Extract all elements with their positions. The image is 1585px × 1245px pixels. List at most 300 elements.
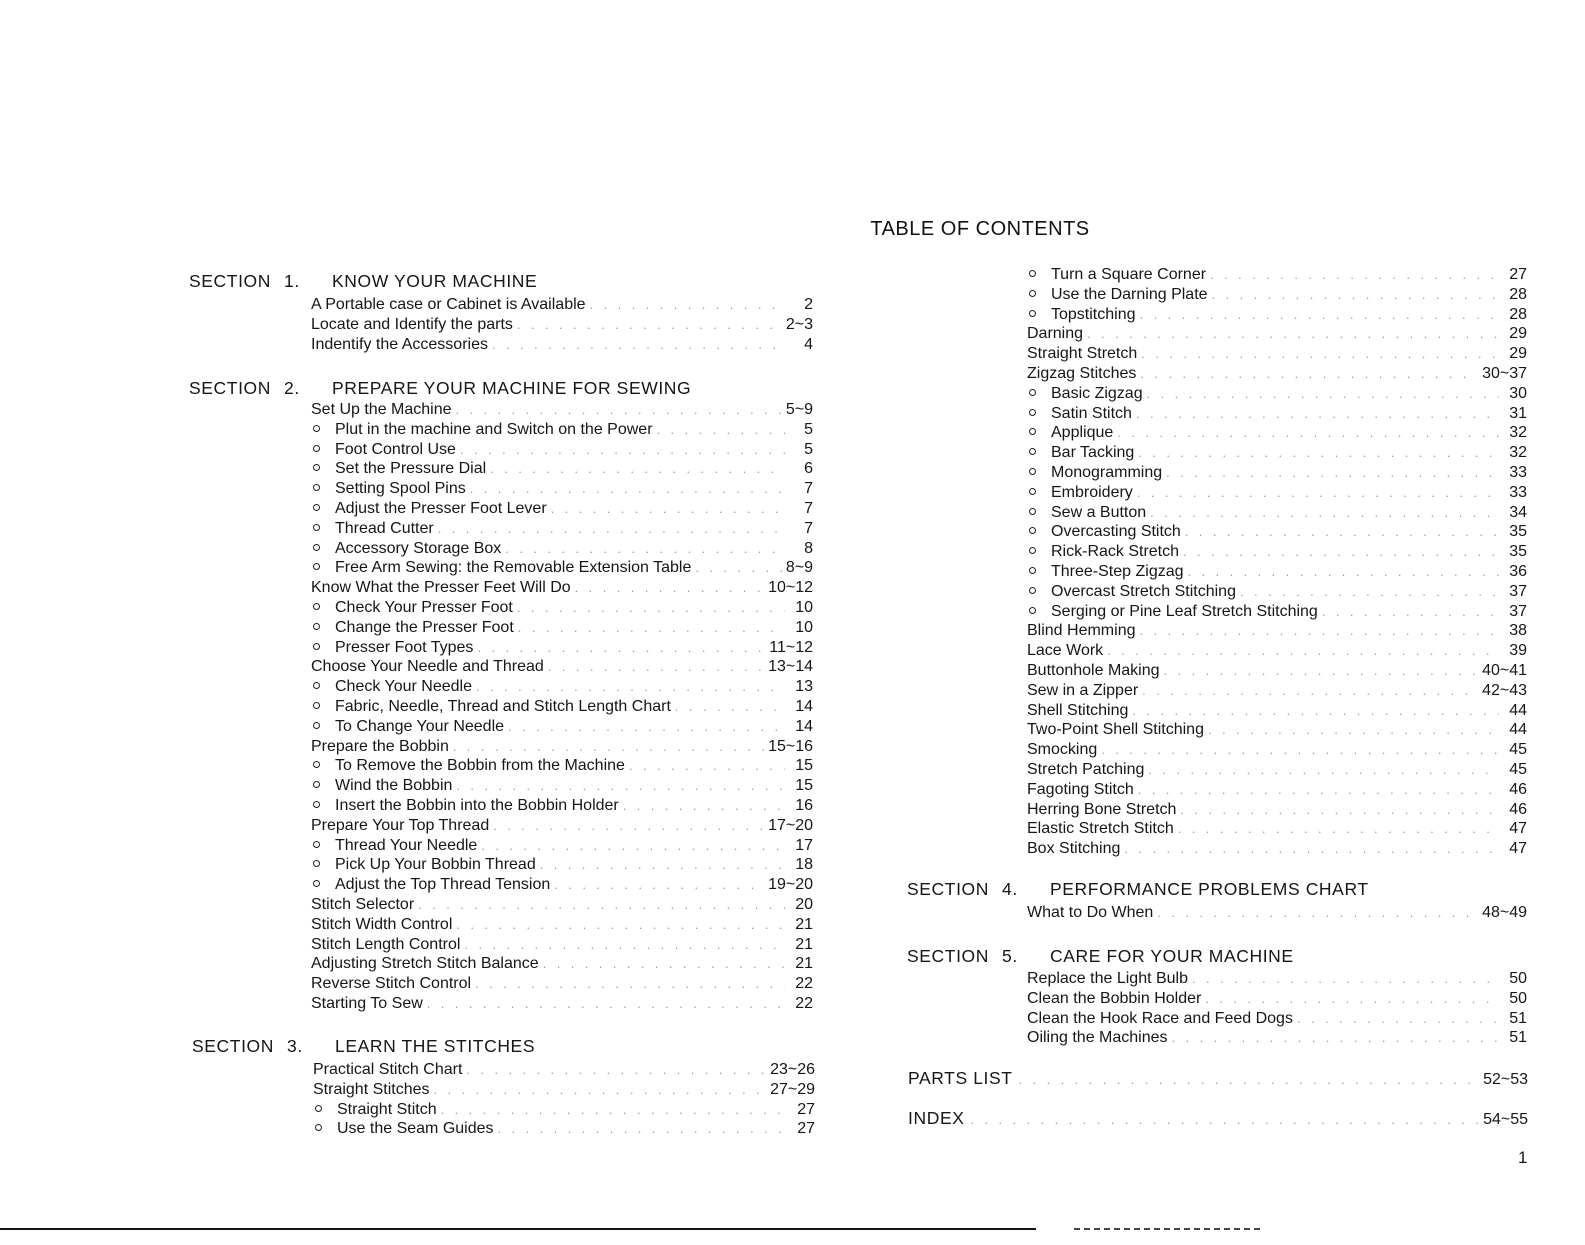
entry-page-number: 23~26 — [770, 1061, 815, 1078]
entry-page-number: 22 — [795, 975, 813, 993]
entry-title: Embroidery — [1051, 483, 1133, 501]
dot-leader — [456, 917, 785, 932]
entry-title: Adjusting Stretch Stitch Balance — [311, 955, 539, 973]
bullet-icon — [313, 781, 320, 788]
entry-page-number: 8 — [804, 539, 813, 557]
section-3-heading — [192, 1036, 535, 1057]
toc-entry — [311, 995, 813, 1015]
toc-entry — [313, 1061, 815, 1081]
entry-page-number: 31 — [1509, 404, 1527, 422]
dot-leader — [1137, 485, 1499, 500]
dot-leader — [1212, 287, 1499, 302]
toc-entry — [311, 639, 813, 659]
entry-page-number: 33 — [1509, 483, 1527, 501]
entry-title: Satin Stitch — [1051, 404, 1132, 422]
toc-entry — [311, 975, 813, 995]
entry-page-number: 50 — [1509, 989, 1527, 1007]
toc-entry — [1027, 682, 1527, 702]
section-label: SECTION — [189, 271, 271, 291]
entry-title: Buttonhole Making — [1027, 661, 1160, 679]
bullet-icon — [1029, 448, 1036, 455]
entry-title: Stretch Patching — [1027, 760, 1145, 778]
entry-title: Serging or Pine Leaf Stretch Stitching — [1051, 602, 1318, 620]
entry-page-number: 27~29 — [770, 1080, 815, 1098]
entry-page-number: 42~43 — [1482, 681, 1527, 699]
dot-leader — [441, 1102, 787, 1117]
toc-entry — [1027, 662, 1527, 682]
dot-leader — [629, 758, 785, 773]
toc-entry — [311, 856, 813, 876]
dot-leader — [1166, 465, 1499, 480]
entry-title: Fagoting Stitch — [1027, 780, 1134, 798]
entry-title: Check Your Presser Foot — [335, 598, 513, 616]
toc-entry — [1027, 820, 1527, 840]
entry-page-number: 51 — [1509, 1029, 1527, 1047]
bullet-icon — [1029, 547, 1036, 554]
dot-leader — [1164, 663, 1479, 678]
entry-page-number: 5 — [804, 420, 813, 438]
toc-entry — [311, 559, 813, 579]
bullet-icon — [1029, 290, 1036, 297]
entry-title: Know What the Presser Feet Will Do — [311, 579, 571, 597]
section-1-entries — [311, 296, 813, 355]
entry-page-number: 4 — [804, 335, 813, 353]
section-title: CARE FOR YOUR MACHINE — [1050, 946, 1294, 966]
entry-page-number: 19~20 — [768, 876, 813, 894]
entry-title: Herring Bone Stretch — [1027, 800, 1177, 818]
dot-leader — [1240, 584, 1499, 599]
section-3-entries — [313, 1061, 815, 1140]
entry-page-number: 37 — [1509, 582, 1527, 600]
dot-leader — [475, 976, 785, 991]
dot-leader — [1297, 1011, 1499, 1026]
entry-page-number: 32 — [1509, 424, 1527, 442]
entry-title: Box Stitching — [1027, 840, 1121, 858]
entry-page-number: 7 — [804, 480, 813, 498]
entry-page-number: 35 — [1509, 543, 1527, 561]
toc-entry — [1027, 464, 1527, 484]
entry-title: Thread Your Needle — [335, 836, 478, 854]
section-title: PREPARE YOUR MACHINE FOR SEWING — [332, 378, 692, 398]
dot-leader — [1138, 445, 1499, 460]
dot-leader — [470, 481, 785, 496]
entry-title: Setting Spool Pins — [335, 480, 466, 498]
entry-page-number: 17 — [795, 836, 813, 854]
entry-page-number: 47 — [1509, 840, 1527, 858]
entry-title: Overcasting Stitch — [1051, 523, 1181, 541]
entry-page-number: 21 — [795, 915, 813, 933]
section-number: 5. — [1002, 946, 1018, 966]
toc-entry — [1027, 970, 1527, 990]
dot-leader — [1019, 1072, 1480, 1087]
entry-page-number: 6 — [804, 460, 813, 478]
entry-page-number: 32 — [1509, 444, 1527, 462]
dot-leader — [695, 560, 782, 575]
dot-leader — [1150, 505, 1499, 520]
section-number: 4. — [1002, 879, 1018, 899]
toc-entry — [1027, 543, 1527, 563]
toc-entry — [311, 876, 813, 896]
parts-list-page: 52~53 — [1483, 1071, 1528, 1088]
entry-page-number: 10 — [795, 618, 813, 636]
toc-entry — [1027, 1029, 1527, 1049]
entry-page-number: 45 — [1509, 760, 1527, 778]
dot-leader — [427, 996, 785, 1011]
dot-leader — [418, 897, 785, 912]
section-title: PERFORMANCE PROBLEMS CHART — [1050, 879, 1369, 899]
dot-leader — [543, 956, 785, 971]
toc-entry — [311, 316, 813, 336]
entry-title: Monogramming — [1051, 463, 1163, 481]
dot-leader — [460, 442, 785, 457]
dot-leader — [434, 1082, 767, 1097]
section-label: SECTION — [907, 879, 989, 899]
bullet-icon — [313, 524, 320, 531]
dot-leader — [970, 1112, 1479, 1127]
dot-leader — [464, 937, 785, 952]
entry-page-number: 7 — [804, 519, 813, 537]
toc-entry — [1027, 325, 1527, 345]
entry-title: Basic Zigzag — [1051, 384, 1143, 402]
entry-title: Blind Hemming — [1027, 622, 1136, 640]
toc-entry — [311, 441, 813, 461]
dot-leader — [675, 699, 785, 714]
entry-page-number: 10 — [795, 598, 813, 616]
toc-entry — [1027, 266, 1527, 286]
dot-leader — [590, 297, 785, 312]
toc-entry — [1027, 444, 1527, 464]
entry-title: Stitch Width Control — [311, 915, 453, 933]
entry-title: Thread Cutter — [335, 519, 434, 537]
bullet-icon — [1029, 488, 1036, 495]
toc-entry — [313, 1081, 815, 1101]
entry-page-number: 13 — [795, 678, 813, 696]
toc-entry — [1027, 1010, 1527, 1030]
entry-title: Three-Step Zigzag — [1051, 562, 1184, 580]
entry-page-number: 46 — [1509, 780, 1527, 798]
entry-page-number: 51 — [1509, 1009, 1527, 1027]
entry-title: Wind the Bobbin — [335, 777, 453, 795]
entry-title: Smocking — [1027, 741, 1098, 759]
entry-title: Clean the Bobbin Holder — [1027, 989, 1202, 1007]
bullet-icon — [1029, 389, 1036, 396]
entry-title: Oiling the Machines — [1027, 1029, 1168, 1047]
toc-entry — [311, 936, 813, 956]
index-page: 54~55 — [1483, 1111, 1528, 1128]
entry-title: A Portable case or Cabinet is Available — [311, 296, 586, 313]
toc-entry — [1027, 405, 1527, 425]
bullet-icon — [1029, 587, 1036, 594]
page-number: 1 — [1518, 1148, 1528, 1167]
entry-title: Sew in a Zipper — [1027, 681, 1139, 699]
bullet-icon — [1029, 310, 1036, 317]
toc-entry — [311, 421, 813, 441]
entry-title: Sew a Button — [1051, 503, 1147, 521]
bullet-icon — [1029, 428, 1036, 435]
entry-title: Adjust the Top Thread Tension — [335, 876, 551, 894]
bullet-icon — [313, 860, 320, 867]
entry-page-number: 48~49 — [1482, 904, 1527, 921]
bullet-icon — [313, 484, 320, 491]
dot-leader — [1157, 905, 1478, 920]
bottom-marks — [1074, 1228, 1264, 1230]
parts-list-entry — [908, 1068, 1528, 1089]
bullet-icon — [313, 445, 320, 452]
entry-page-number: 20 — [795, 895, 813, 913]
toc-entry — [311, 757, 813, 777]
dot-leader — [453, 739, 764, 754]
entry-page-number: 36 — [1509, 562, 1527, 580]
toc-entry — [313, 1101, 815, 1121]
bullet-icon — [315, 1124, 322, 1131]
entry-title: Straight Stitch — [337, 1100, 437, 1118]
entry-page-number: 27 — [1509, 266, 1527, 283]
entry-page-number: 15 — [795, 777, 813, 795]
section-label: SECTION — [192, 1036, 274, 1056]
entry-title: To Remove the Bobbin from the Machine — [335, 757, 625, 775]
section-label: SECTION — [189, 378, 271, 398]
entry-title: Adjust the Presser Foot Lever — [335, 499, 547, 517]
bullet-icon — [313, 801, 320, 808]
toc-entry — [1027, 484, 1527, 504]
entry-page-number: 37 — [1509, 602, 1527, 620]
entry-title: Two-Point Shell Stitching — [1027, 721, 1204, 739]
dot-leader — [1136, 406, 1499, 421]
entry-title: Foot Control Use — [335, 440, 456, 458]
bullet-icon — [313, 722, 320, 729]
toc-entry — [311, 837, 813, 857]
section-label: SECTION — [907, 946, 989, 966]
dot-leader — [456, 778, 785, 793]
entry-page-number: 13~14 — [768, 658, 813, 676]
entry-page-number: 47 — [1509, 820, 1527, 838]
entry-title: Prepare the Bobbin — [311, 737, 449, 755]
entry-page-number: 40~41 — [1482, 661, 1527, 679]
section-number: 2. — [284, 378, 300, 398]
entry-page-number: 11~12 — [769, 638, 813, 656]
toc-entry — [311, 896, 813, 916]
dot-leader — [554, 877, 764, 892]
entry-title: Clean the Hook Race and Feed Dogs — [1027, 1009, 1293, 1027]
entry-title: Overcast Stretch Stitching — [1051, 582, 1236, 600]
dot-leader — [1183, 544, 1499, 559]
toc-entry — [311, 401, 813, 421]
dot-leader — [548, 659, 764, 674]
dot-leader — [505, 541, 785, 556]
dot-leader — [481, 838, 785, 853]
entry-page-number: 27 — [797, 1120, 815, 1138]
toc-entry — [1027, 523, 1527, 543]
bullet-icon — [1029, 607, 1036, 614]
section-title: LEARN THE STITCHES — [335, 1036, 536, 1056]
entry-page-number: 2 — [804, 296, 813, 313]
entry-page-number: 33 — [1509, 463, 1527, 481]
bullet-icon — [1029, 270, 1036, 277]
dot-leader — [476, 679, 785, 694]
section-4-heading — [907, 879, 1369, 900]
index-label: INDEX — [908, 1108, 965, 1128]
toc-entry — [311, 698, 813, 718]
entry-title: Lace Work — [1027, 642, 1104, 660]
dot-leader — [623, 798, 785, 813]
bullet-icon — [313, 880, 320, 887]
dot-leader — [1124, 841, 1499, 856]
entry-title: Set Up the Machine — [311, 401, 452, 418]
toc-entry — [311, 678, 813, 698]
entry-title: Plut in the machine and Switch on the Power — [335, 420, 653, 438]
dot-leader — [498, 1121, 787, 1136]
dot-leader — [1138, 782, 1499, 797]
entry-page-number: 45 — [1509, 741, 1527, 759]
entry-page-number: 10~12 — [768, 579, 813, 597]
entry-title: To Change Your Needle — [335, 717, 505, 735]
entry-page-number: 44 — [1509, 701, 1527, 719]
section-2-heading — [189, 378, 691, 399]
entry-title: Check Your Needle — [335, 678, 472, 696]
entry-title: Presser Foot Types — [335, 638, 474, 656]
toc-entry — [1027, 424, 1527, 444]
toc-entry — [311, 955, 813, 975]
entry-page-number: 22 — [795, 994, 813, 1012]
dot-leader — [490, 461, 785, 476]
dot-leader — [1148, 762, 1499, 777]
bullet-icon — [313, 702, 320, 709]
entry-title: Rick-Rack Stretch — [1051, 543, 1180, 561]
toc-entry — [311, 599, 813, 619]
entry-title: Reverse Stitch Control — [311, 975, 472, 993]
entry-page-number: 21 — [795, 955, 813, 973]
entry-page-number: 15~16 — [768, 737, 813, 755]
entry-title: Shell Stitching — [1027, 701, 1129, 719]
entry-page-number: 35 — [1509, 523, 1527, 541]
bullet-icon — [315, 1105, 322, 1112]
section-number: 1. — [284, 271, 300, 291]
toc-entry — [313, 1120, 815, 1140]
entry-title: Zigzag Stitches — [1027, 364, 1137, 382]
toc-entry — [1027, 603, 1527, 623]
toc-entry — [311, 777, 813, 797]
dot-leader — [1210, 267, 1499, 282]
bullet-icon — [1029, 508, 1036, 515]
toc-entry — [311, 480, 813, 500]
entry-title: Topstitching — [1051, 305, 1136, 323]
entry-title: Prepare Your Top Thread — [311, 816, 490, 834]
entry-title: Choose Your Needle and Thread — [311, 658, 544, 676]
entry-page-number: 30 — [1509, 384, 1527, 402]
section-title: KNOW YOUR MACHINE — [332, 271, 538, 291]
entry-title: Pick Up Your Bobbin Thread — [335, 856, 536, 874]
bullet-icon — [313, 623, 320, 630]
dot-leader — [1140, 366, 1478, 381]
entry-title: Stitch Selector — [311, 895, 415, 913]
dot-leader — [1142, 683, 1478, 698]
toc-entry — [1027, 781, 1527, 801]
entry-page-number: 8~9 — [785, 559, 813, 577]
dot-leader — [517, 317, 782, 332]
section-5-entries — [1027, 970, 1527, 1049]
bullet-icon — [313, 504, 320, 511]
entry-page-number: 34 — [1509, 503, 1527, 521]
toc-entry — [1027, 504, 1527, 524]
entry-title: Straight Stretch — [1027, 345, 1138, 363]
entry-title: Locate and Identify the parts — [311, 315, 513, 333]
entry-title: Straight Stitches — [313, 1080, 430, 1098]
toc-entry — [311, 500, 813, 520]
entry-title: Set the Pressure Dial — [335, 460, 487, 478]
bullet-icon — [313, 544, 320, 551]
bullet-icon — [1029, 527, 1036, 534]
entry-title: Darning — [1027, 325, 1084, 343]
dot-leader — [1172, 1030, 1499, 1045]
toc-entry — [1027, 642, 1527, 662]
entry-page-number: 46 — [1509, 800, 1527, 818]
toc-entry — [311, 296, 813, 316]
toc-entry — [311, 658, 813, 678]
entry-title: Change the Presser Foot — [335, 618, 514, 636]
toc-entry — [1027, 583, 1527, 603]
dot-leader — [466, 1062, 766, 1077]
entry-page-number: 39 — [1509, 642, 1527, 660]
bullet-icon — [313, 841, 320, 848]
dot-leader — [1141, 346, 1499, 361]
dot-leader — [477, 640, 765, 655]
toc-entry — [1027, 286, 1527, 306]
section-5-heading — [907, 946, 1294, 967]
entry-page-number: 30~37 — [1482, 364, 1527, 382]
toc-entry — [1027, 990, 1527, 1010]
dot-leader — [551, 501, 785, 516]
dot-leader — [1178, 821, 1499, 836]
toc-entry — [311, 738, 813, 758]
entry-title: Stitch Length Control — [311, 935, 461, 953]
dot-leader — [1140, 307, 1500, 322]
toc-entry — [1027, 721, 1527, 741]
dot-leader — [1147, 386, 1499, 401]
bullet-icon — [313, 464, 320, 471]
entry-page-number: 5 — [804, 440, 813, 458]
toc-entry — [1027, 385, 1527, 405]
entry-page-number: 5~9 — [785, 401, 813, 418]
entry-page-number: 7 — [804, 499, 813, 517]
toc-entry — [1027, 622, 1527, 642]
bullet-icon — [1029, 567, 1036, 574]
toc-entry — [311, 916, 813, 936]
toc-entry — [1027, 904, 1527, 924]
entry-title: Practical Stitch Chart — [313, 1061, 463, 1078]
entry-title: Indentify the Accessories — [311, 335, 488, 353]
entry-page-number: 14 — [795, 717, 813, 735]
entry-title: Fabric, Needle, Thread and Stitch Length Chart — [335, 697, 671, 715]
dot-leader — [657, 422, 785, 437]
dot-leader — [1188, 564, 1499, 579]
entry-title: Replace the Light Bulb — [1027, 970, 1188, 987]
dot-leader — [1107, 643, 1499, 658]
toc-entry — [311, 540, 813, 560]
entry-page-number: 44 — [1509, 721, 1527, 739]
section-3-continued-entries — [1027, 266, 1527, 860]
entry-page-number: 16 — [795, 796, 813, 814]
page-title: TABLE OF CONTENTS — [870, 218, 1090, 240]
toc-entry — [311, 336, 813, 356]
dot-leader — [1139, 623, 1499, 638]
section-4-entries — [1027, 904, 1527, 924]
bullet-icon — [313, 563, 320, 570]
toc-entry — [311, 520, 813, 540]
toc-entry — [311, 579, 813, 599]
dot-leader — [575, 580, 764, 595]
entry-title: Insert the Bobbin into the Bobbin Holder — [335, 796, 619, 814]
entry-page-number: 18 — [795, 856, 813, 874]
